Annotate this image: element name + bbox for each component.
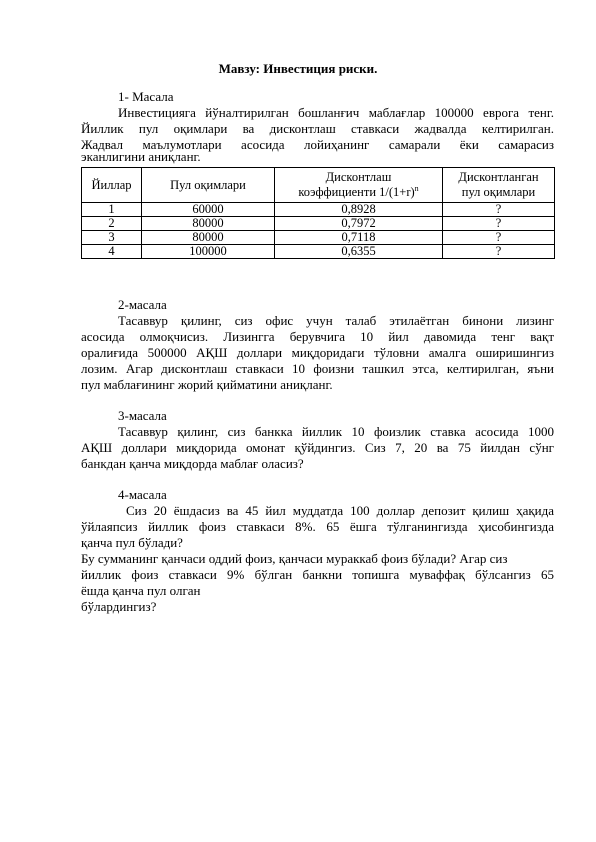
task-4-line: ёшда қанча пул олган <box>81 583 201 598</box>
task-2-line: пул маблағининг жорий қийматини аниқланг. <box>81 377 333 392</box>
cell-year: 1 <box>82 203 142 217</box>
task-1-heading: 1- Масала <box>118 89 174 104</box>
cell-cashflow: 60000 <box>142 203 275 217</box>
table-row <box>82 203 555 217</box>
header-discounted-cashflow <box>443 168 555 203</box>
table-header-row <box>82 168 555 203</box>
task-4-line: ўйлаяпсиз йиллик фоиз ставкаси 8%. 65 ёшга тўлганингизда ҳисобингизда <box>81 519 554 534</box>
header-cashflow: Пул оқимлари <box>142 168 275 203</box>
cell-year: 2 <box>82 217 142 231</box>
task-3-heading: 3-масала <box>118 408 167 423</box>
cell-coefficient: 0,7118 <box>275 231 443 245</box>
task-2-line: Тасаввур қилинг, сиз офис учун талаб этилаётган бинони лизинг <box>118 313 554 328</box>
task-4-line: бўлардингиз? <box>81 599 157 614</box>
task-4-heading: 4-масала <box>118 487 167 502</box>
header-discount-exponent: n <box>414 183 419 193</box>
cell-coefficient: 0,7972 <box>275 217 443 231</box>
table-row <box>82 245 555 259</box>
header-discount-line2: коэффициенти 1/(1+r) <box>298 185 415 199</box>
cell-cashflow: 80000 <box>142 217 275 231</box>
task-3-line: Тасаввур қилинг, сиз банкка йиллик 10 фоизлик ставка асосида 1000 <box>118 424 554 439</box>
cell-discounted: ? <box>443 245 555 259</box>
cell-cashflow: 100000 <box>142 245 275 259</box>
cell-discounted: ? <box>443 231 555 245</box>
task-1-line: эканлигини аниқланг. <box>81 149 201 164</box>
page-title: Мавзу: Инвестиция риски. <box>218 61 378 76</box>
table-row <box>82 231 555 245</box>
task-4-line: Бу сумманинг қанчаси оддий фоиз, қанчаси мураккаб фоиз бўлади? Агар сиз <box>81 551 508 566</box>
cell-discounted: ? <box>443 217 555 231</box>
task-3-line: банкдан қанча миқдорда маблағ оласиз? <box>81 456 304 471</box>
task-2-line: асосида олмоқчисиз. Лизингга берувчига 10 йил давомида тенг вақт <box>81 329 554 344</box>
task-1 <box>81 89 554 165</box>
header-discount-line1: Дисконтлаш <box>325 170 392 184</box>
cell-cashflow: 80000 <box>142 231 275 245</box>
task-3-line: АҚШ доллари миқдорида омонат қўйдингиз. Сиз 7, 20 ва 75 йилдан сўнг <box>81 440 554 455</box>
header-discounted-line2: пул оқимлари <box>461 185 536 199</box>
task-2-heading: 2-масала <box>118 297 167 312</box>
task-4-line: қанча пул бўлади? <box>81 535 183 550</box>
header-years: Йиллар <box>82 168 142 203</box>
task-4 <box>81 487 554 615</box>
header-discount-coefficient <box>275 168 443 203</box>
cell-year: 4 <box>82 245 142 259</box>
task-4-line: Сиз 20 ёшдасиз ва 45 йил муддатда 100 доллар депозит қилиш ҳақида <box>126 503 554 518</box>
task-4-line: йиллик фоиз ставкаси 9% бўлган банкни топишга муваффақ бўлсангиз 65 <box>81 567 554 582</box>
cell-coefficient: 0,8928 <box>275 203 443 217</box>
table-row <box>82 217 555 231</box>
task-1-line: Инвестицияга йўналтирилган бошланғич маблағлар 100000 еврога тенг. <box>118 105 554 120</box>
task-2-line: оралиғида 500000 АҚШ доллари миқдоридаги тўловни амалга оширишингиз <box>81 345 554 360</box>
cell-discounted: ? <box>443 203 555 217</box>
task-3 <box>81 408 554 472</box>
task-1-line: Йиллик пул оқимлари ва дисконтлаш ставкаси жадвалда келтирилган. <box>81 121 554 136</box>
cell-year: 3 <box>82 231 142 245</box>
cashflow-table <box>81 167 555 259</box>
cell-coefficient: 0,6355 <box>275 245 443 259</box>
task-2-line: лозим. Агар дисконтлаш ставкаси 10 фоизни ташкил этса, келтирилган, яъни <box>81 361 554 376</box>
header-discounted-line1: Дисконтланган <box>458 170 539 184</box>
task-2 <box>81 297 554 393</box>
task-1-line: Жадвал маълумотлари асосида лойиҳанинг самарали ёки самарасиз <box>81 137 554 152</box>
